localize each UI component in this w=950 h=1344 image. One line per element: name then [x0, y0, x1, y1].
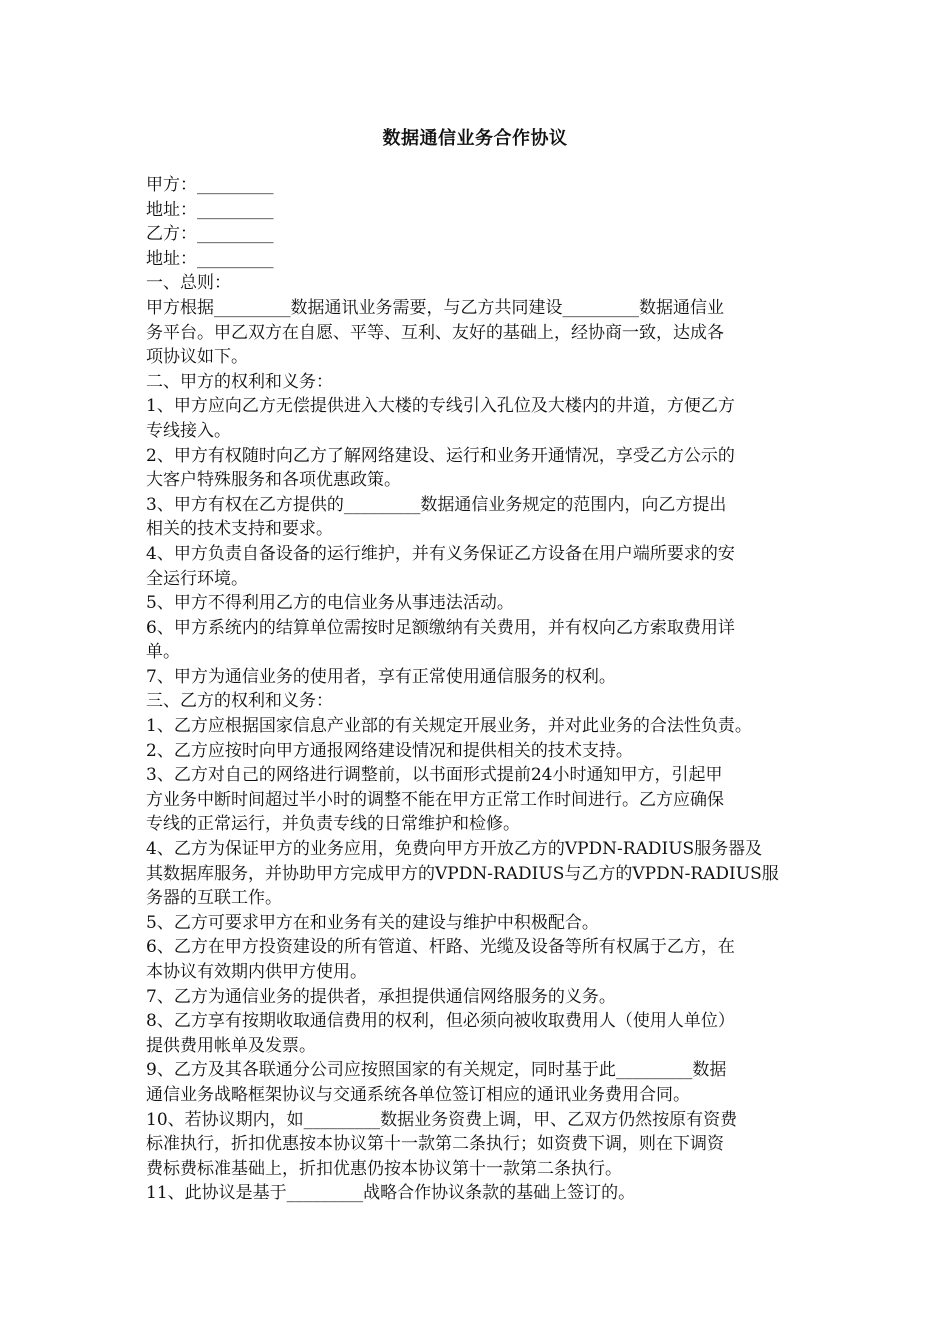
document-line: 方业务中断时间超过半小时的调整不能在甲方正常工作时间进行。乙方应确保 [146, 789, 724, 810]
document-line: 费标费标准基础上，折扣优惠仍按本协议第十一款第二条执行。 [146, 1158, 622, 1179]
document-line: 地址：_________ [146, 248, 274, 269]
document-line: 二、甲方的权利和义务： [146, 371, 333, 392]
document-line: 乙方：_________ [146, 224, 274, 245]
document-body [146, 173, 826, 1206]
document-line: 1、乙方应根据国家信息产业部的有关规定开展业务，并对此业务的合法性负责。 [146, 716, 752, 737]
document-line: 地址：_________ [146, 199, 274, 220]
document-line: 专线接入。 [146, 420, 231, 441]
document-line: 单。 [146, 642, 180, 663]
document-line: 11、此协议是基于_________战略合作协议条款的基础上签订的。 [146, 1183, 636, 1204]
document-line: 标准执行，折扣优惠按本协议第十一款第二条执行；如资费下调，则在下调资 [146, 1134, 724, 1155]
document-line: 提供费用帐单及发票。 [146, 1035, 316, 1056]
document-line: 全运行环境。 [146, 568, 248, 589]
document-line: 8、乙方享有按期收取通信费用的权利，但必须向被收取费用人（使用人单位） [146, 1011, 735, 1032]
document-line: 本协议有效期内供甲方使用。 [146, 962, 367, 982]
document-line: 6、甲方系统内的结算单位需按时足额缴纳有关费用，并有权向乙方索取费用详 [146, 617, 735, 638]
document-line: 相关的技术支持和要求。 [146, 519, 333, 540]
document-line: 10、若协议期内，如_________数据业务资费上调，甲、乙双方仍然按原有资费 [146, 1109, 738, 1130]
document-line: 2、乙方应按时向甲方通报网络建设情况和提供相关的技术支持。 [146, 740, 633, 761]
document-line: 三、乙方的权利和义务： [146, 691, 333, 712]
document-title: 数据通信业务合作协议 [382, 128, 568, 149]
document-line: 专线的正常运行，并负责专线的日常维护和检修。 [146, 814, 520, 835]
document-line: 5、甲方不得利用乙方的电信业务从事违法活动。 [146, 593, 514, 614]
document-line: 1、甲方应向乙方无偿提供进入大楼的专线引入孔位及大楼内的井道，方便乙方 [146, 396, 735, 417]
document-line: 4、乙方为保证甲方的业务应用，免费向甲方开放乙方的VPDN-RADIUS服务器及 [146, 839, 763, 860]
document-line: 项协议如下。 [146, 347, 248, 368]
document-line: 大客户特殊服务和各项优惠政策。 [146, 470, 401, 491]
document-line: 其数据库服务，并协助甲方完成甲方的VPDN-RADIUS与乙方的VPDN-RADIUS服 [146, 863, 779, 884]
document-line: 甲方：_________ [146, 175, 274, 195]
document-line: 7、乙方为通信业务的提供者，承担提供通信网络服务的义务。 [146, 986, 616, 1007]
document-line: 3、乙方对自己的网络进行调整前，以书面形式提前24小时通知甲方，引起甲 [146, 765, 723, 786]
document-line: 甲方根据_________数据通讯业务需要，与乙方共同建设_________数据通信业 [146, 297, 724, 318]
document-line: 7、甲方为通信业务的使用者，享有正常使用通信服务的权利。 [146, 666, 616, 687]
document-line: 2、甲方有权随时向乙方了解网络建设、运行和业务开通情况，享受乙方公示的 [146, 445, 735, 466]
document-line: 通信业务战略框架协议与交通系统各单位签订相应的通讯业务费用合同。 [146, 1084, 690, 1105]
document-line: 4、甲方负责自备设备的运行维护，并有义务保证乙方设备在用户端所要求的安 [146, 543, 735, 564]
document-line: 3、甲方有权在乙方提供的_________数据通信业务规定的范围内，向乙方提出 [146, 494, 727, 515]
document-line: 5、乙方可要求甲方在和业务有关的建设与维护中积极配合。 [146, 912, 599, 933]
document-line: 9、乙方及其各联通分公司应按照国家的有关规定，同时基于此_________数据 [146, 1060, 727, 1081]
document-line: 一、总则： [146, 273, 231, 294]
document-line: 务平台。甲乙双方在自愿、平等、互利、友好的基础上，经协商一致，达成各 [146, 322, 724, 343]
document-line: 6、乙方在甲方投资建设的所有管道、杆路、光缆及设备等所有权属于乙方，在 [146, 937, 735, 958]
document-line: 务器的互联工作。 [146, 888, 282, 909]
